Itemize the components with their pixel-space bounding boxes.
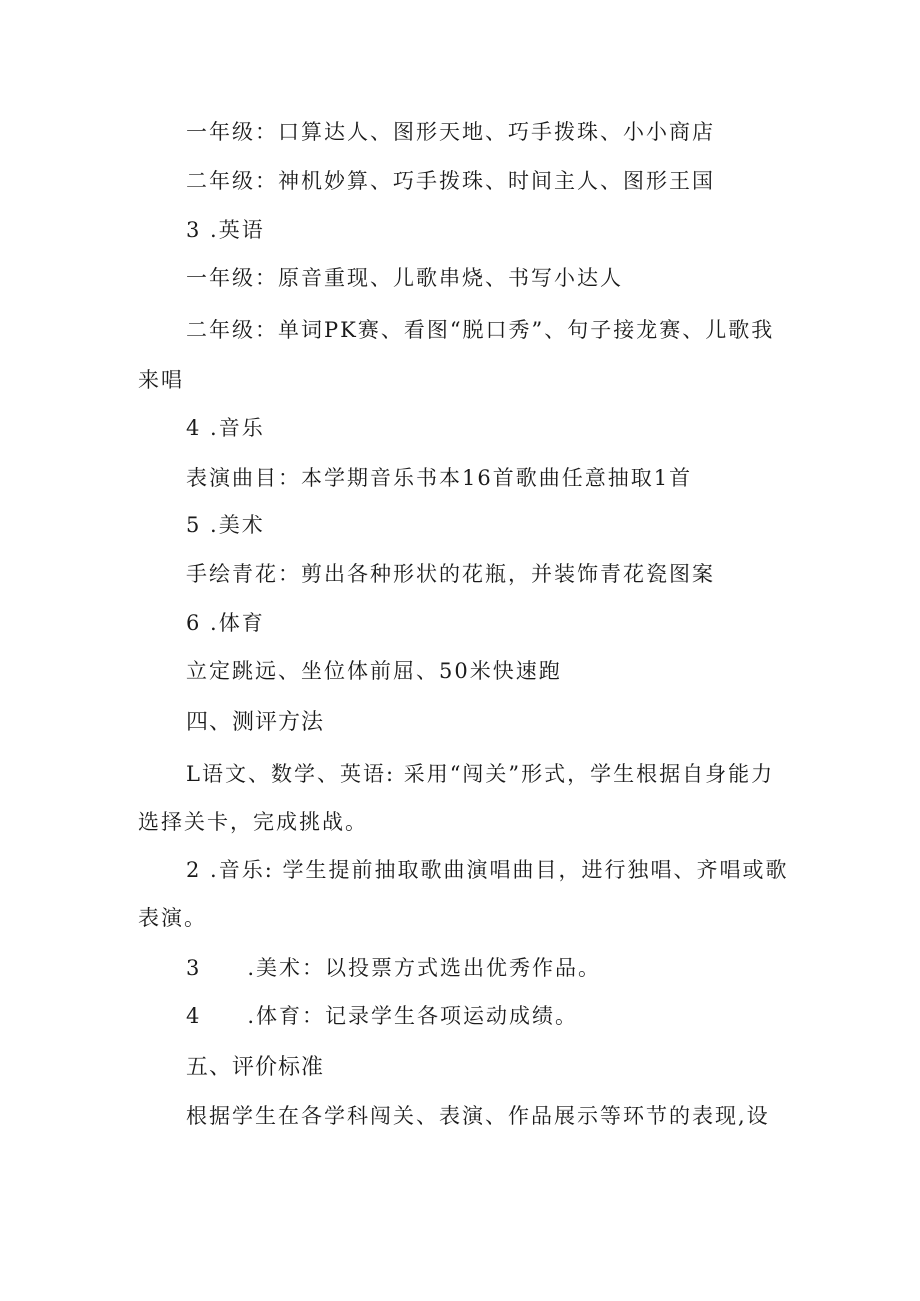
grade1-english-line: 一年级：原音重现、儿歌串烧、书写小达人 — [186, 266, 623, 290]
assessment-item-4-text: .体育：记录学生各项运动成绩。 — [247, 1004, 579, 1028]
grade2-english-line: 二年级：单词PK赛、看图“脱口秀”、句子接龙赛、儿歌我 — [186, 318, 775, 342]
assessment-item-3-number: 3 — [186, 956, 202, 980]
section-english-title: 3 .英语 — [186, 218, 265, 242]
grade2-math-line: 二年级：神机妙算、巧手拨珠、时间主人、图形王国 — [186, 169, 715, 193]
assessment-item-4 — [186, 1002, 578, 1030]
heading-assessment-method: 四、测评方法 — [186, 710, 325, 735]
section-pe-title: 6 .体育 — [186, 611, 265, 635]
music-content-line: 表演曲目：本学期音乐书本16首歌曲任意抽取1首 — [186, 466, 693, 490]
assessment-item-2: 2 .音乐: 学生提前抽取歌曲演唱曲目，进行独唱、齐唱或歌 — [186, 858, 789, 882]
assessment-item-4-number: 4 — [186, 1004, 202, 1028]
assessment-item-3 — [186, 954, 601, 982]
art-content-line: 手绘青花：剪出各种形状的花瓶，并装饰青花瓷图案 — [186, 562, 715, 586]
assessment-item-1-cont: 选择关卡，完成挑战。 — [138, 810, 368, 834]
assessment-item-3-text: .美术：以投票方式选出优秀作品。 — [247, 956, 602, 980]
heading-evaluation-criteria: 五、评价标准 — [186, 1055, 325, 1080]
grade1-math-line: 一年级：口算达人、图形天地、巧手拨珠、小小商店 — [186, 120, 715, 144]
section-art-title: 5 .美术 — [186, 513, 265, 537]
section-music-title: 4 .音乐 — [186, 416, 265, 440]
assessment-item-1: L语文、数学、英语: 采用“闯关”形式，学生根据自身能力 — [186, 762, 775, 786]
pe-content-line: 立定跳远、坐位体前屈、50米快速跑 — [186, 659, 562, 683]
grade2-english-line-cont: 来唱 — [138, 368, 184, 392]
criteria-content-line: 根据学生在各学科闯关、表演、作品展示等环节的表现,设 — [186, 1104, 770, 1128]
assessment-item-2-cont: 表演。 — [138, 906, 207, 930]
